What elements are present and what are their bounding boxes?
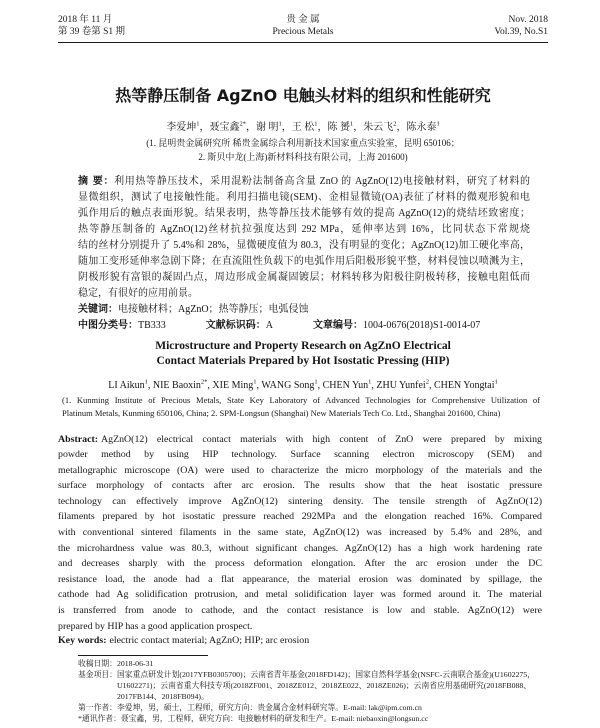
footnote-funding-lines <box>117 669 535 702</box>
document-code-label: 文献标识码： <box>205 320 266 331</box>
author-name: WANG Song <box>261 380 315 391</box>
author-name: 陈 赟 <box>327 122 350 133</box>
keywords-label-en: Key words: <box>58 635 107 646</box>
affiliation-line: 2. 斯贝中龙(上海)新材料科技有限公司，上海 201600) <box>198 152 408 162</box>
paper-title-en <box>58 339 548 369</box>
abstract-line: surface morphology of contacts after arc erosion. The results show that the heat isostatic pressure <box>58 480 542 492</box>
classification-info <box>78 318 530 334</box>
footnote-label: *通讯作者： <box>78 714 121 723</box>
author-name: ZHU Yunfei <box>376 380 426 391</box>
document-code-value: A <box>265 320 274 331</box>
affiliation-line: Platinum Metals, Kunming 650106, China; 2. SPM-Longsun (Shanghai) New Materials Tech Co. Ltd., Shanghai 201600, China) <box>62 408 501 418</box>
author-separator: ， <box>317 122 328 133</box>
abstract-line <box>78 174 530 190</box>
author-name: 王 松 <box>291 122 315 133</box>
abstract-line: 阴极形貌有富银的凝固凸点，周边形成金属凝固镀层；材料转移为阳极往阴极转移，接触电阻低而 <box>78 272 530 283</box>
footnote-value: 聂宝鑫，男，工程师，研究方向：电接触材料的研发和生产。E-mail: niebaoxin@longsun.cc <box>120 714 429 723</box>
author-affil-mark: 2* <box>200 378 208 386</box>
footnote-line: 国家重点研发计划(2017YFB0305700)；云南省青年基金(2018FD142)；国家自然科学基金(NSFC-云南联合基金)(U1602275， <box>116 670 535 679</box>
author-separator: ， <box>246 122 256 133</box>
title-en-line: Microstructure and Property Research on AgZnO Electrical <box>155 340 451 352</box>
author-separator: , <box>256 380 262 391</box>
affiliations-en <box>62 394 540 420</box>
header-rule <box>58 42 548 43</box>
author-name: 朱云飞 <box>363 122 394 133</box>
abstract-en <box>58 432 542 635</box>
clc-label: 中图分类号： <box>78 320 138 331</box>
author-affil-mark: 2 <box>393 120 397 128</box>
abstract-line: 弧作用后的触点表面形貌。结果表明，热等静压技术能够有效的提高 AgZnO(12)的烧结坯致密度； <box>78 208 530 219</box>
footnote-corresponding-author <box>78 713 544 724</box>
author-list-en <box>58 379 548 393</box>
document-code <box>206 318 273 334</box>
footnote-received <box>78 658 544 669</box>
affiliation-line: (1. Kunming Institute of Precious Metals, State Key Laboratory of Advanced Technologies for Comprehensive Utilization of <box>62 395 540 405</box>
author-name: 聂宝鑫 <box>209 122 240 133</box>
author-name: LI Aikun <box>108 380 145 391</box>
abstract-line: resistance load, the anode had a flat appearance, the material erosion was dominated by spillage, the <box>58 573 542 585</box>
abstract-line <box>58 432 542 448</box>
author-affil-mark: 1 <box>314 378 318 386</box>
author-affil-mark: 1 <box>144 378 148 386</box>
abstract-line: 显微组织，测试了电接触性能。利用扫描电镜(SEM)、金相显微镜(OA)表征了材料的微观形貌和电 <box>78 192 530 203</box>
footnote-value: 李爱坤，男，硕士，工程师，研究方向：贵金属合金材料研究等。E-mail: lak@ipm.com.cn <box>116 703 422 712</box>
author-separator: ， <box>396 122 407 133</box>
journal-name-en: Precious Metals <box>272 27 334 37</box>
author-affil-mark: 1 <box>314 120 318 128</box>
issue-volume-en: Vol.39, No.S1 <box>494 27 548 37</box>
abstract-line: powder method by using HIP technology. Surface scanning electron microscopy (SEM) and <box>58 449 542 461</box>
abstract-line: metallographic microscope (OA) were used to characterize the micro morphology of the materials and the <box>58 464 542 476</box>
author-separator: ， <box>199 122 210 133</box>
title-en-line: Contact Materials Prepared by Hot Isostatic Pressing (HIP) <box>156 355 450 367</box>
author-name: CHEN Yun <box>322 380 369 391</box>
abstract-label-en: Abstract: <box>58 433 99 445</box>
abstract-line: cathode had Ag solidification protrusion, and metal solidification layer was formed around it. The material <box>58 589 542 601</box>
author-separator: ， <box>281 122 292 133</box>
author-name: NIE Baoxin <box>152 380 201 391</box>
author-affil-mark: 1 <box>368 378 372 386</box>
author-separator: , <box>317 380 323 391</box>
keywords-label-cn: 关键词： <box>78 304 118 315</box>
abstract-cn <box>78 174 530 334</box>
author-separator: , <box>207 380 213 391</box>
author-name: 陈永泰 <box>406 122 437 133</box>
issue-date-cn: 2018 年 11 月 <box>58 15 113 25</box>
article-number <box>313 318 480 334</box>
keywords-value-cn: 电接触材料；AgZnO；热等静压；电弧侵蚀 <box>118 304 309 315</box>
author-separator: , <box>371 380 377 391</box>
article-number-value: 1004-0676(2018)S1-0014-07 <box>363 320 481 331</box>
article-number-label: 文章编号： <box>313 320 364 331</box>
abstract-text: 利用热等静压技术，采用混粉法制备高含量 ZnO 的 AgZnO(12)电接触材料，研究了材料的 <box>114 176 530 187</box>
issue-info-en <box>494 14 548 38</box>
footnote-first-author <box>78 702 544 713</box>
abstract-label-cn: 摘 要： <box>78 176 115 187</box>
author-name: 谢 明 <box>256 122 279 133</box>
author-affil-mark: 1 <box>278 120 282 128</box>
author-affil-mark: 1 <box>253 378 257 386</box>
issue-volume-cn: 第 39 卷第 S1 期 <box>58 27 126 37</box>
clc-number <box>78 318 166 334</box>
footnote-rule <box>78 655 208 656</box>
author-affil-mark: 1 <box>436 120 440 128</box>
abstract-line: prepared by HIP has a good application prospect. <box>58 620 253 632</box>
journal-name <box>58 14 548 38</box>
abstract-line: 稳定，有很好的应用前景。 <box>78 288 198 299</box>
author-separator: , <box>147 380 153 391</box>
author-affil-mark: 2 <box>425 378 429 386</box>
author-affil-mark: 2* <box>239 120 246 128</box>
author-name: XIE Ming <box>212 380 254 391</box>
footnote-line: U1602271)；云南省重大科技专项(2018ZF001、2018ZE012、2018ZE022、2018ZE026)；云南省应用基础研究(2018FB088、 <box>116 681 532 690</box>
abstract-line: filaments prepared by hot isostatic pressure reached 292MPa and the elongation reached 16%. Compared <box>58 511 542 523</box>
abstract-line: technology can effectively improve AgZnO(12) sintering density. The tensile strength of AgZnO(12) <box>58 495 542 507</box>
affiliations-cn <box>58 136 548 164</box>
issue-date-en: Nov. 2018 <box>508 15 548 25</box>
author-separator: , <box>428 380 434 391</box>
footnote-label: 基金项目： <box>78 670 117 679</box>
abstract-line: 热等静压制备的 AgZnO(12)丝材抗拉强度达到 292 MPa，延伸率达到 16%，比同状态下常规烧 <box>78 224 530 235</box>
author-affil-mark: 1 <box>494 378 498 386</box>
author-list-cn <box>58 121 548 135</box>
keywords-en <box>58 634 542 648</box>
abstract-line: 随加工变形延伸率急剧下降；在直流阻性负载下的电弧作用后阳极形貌平整，材料侵蚀以喷溅为主， <box>78 256 530 267</box>
footnotes <box>78 658 544 724</box>
abstract-line: 结的丝材分别提升了 5.4%和 28%，显微硬度值为 80.3，没有明显的变化；AgZnO(12)加工硬化率高， <box>78 240 530 251</box>
abstract-line: with conventional sintered filaments in the same state, AgZnO(12) was increased by 5.4% and 28%, and <box>58 527 542 539</box>
abstract-line: and decreases sharply with the process deformation elongation. After the arc erosion under the DC <box>58 558 542 570</box>
affiliation-line: (1. 昆明贵金属研究所 稀贵金属综合利用新技术国家重点实验室，昆明 650106； <box>146 138 460 148</box>
footnote-value: 2018-06-31 <box>116 659 154 668</box>
keywords-cn <box>78 302 530 318</box>
abstract-line: the microhardness value was 80.3, without significant changes. AgZnO(12) has a high work hardening rate <box>58 542 542 554</box>
journal-name-cn: 贵 金 属 <box>286 15 320 25</box>
author-affil-mark: 1 <box>350 120 354 128</box>
author-affil-mark: 1 <box>196 120 200 128</box>
author-name: 李爱坤 <box>166 122 197 133</box>
footnote-line: 2017FB144、2018FB094)。 <box>116 692 209 701</box>
author-name: CHEN Yongtai <box>433 380 495 391</box>
clc-value: TB333 <box>138 320 166 331</box>
paper-title-cn: 热等静压制备 AgZnO 电触头材料的组织和性能研究 <box>115 86 491 105</box>
footnote-funding <box>78 669 544 702</box>
abstract-line: is transferred from anode to cathode, and the contact resistance is low and stable. AgZnO(12) were <box>58 605 542 617</box>
keywords-value-en: electric contact material; AgZnO; HIP; arc erosion <box>109 635 310 646</box>
abstract-text: AgZnO(12) electrical contact materials with high content of ZnO were prepared by mixing <box>101 433 542 445</box>
footnote-label: 第一作者： <box>78 703 117 712</box>
footnote-label: 收稿日期： <box>78 659 117 668</box>
author-separator: ， <box>353 122 364 133</box>
